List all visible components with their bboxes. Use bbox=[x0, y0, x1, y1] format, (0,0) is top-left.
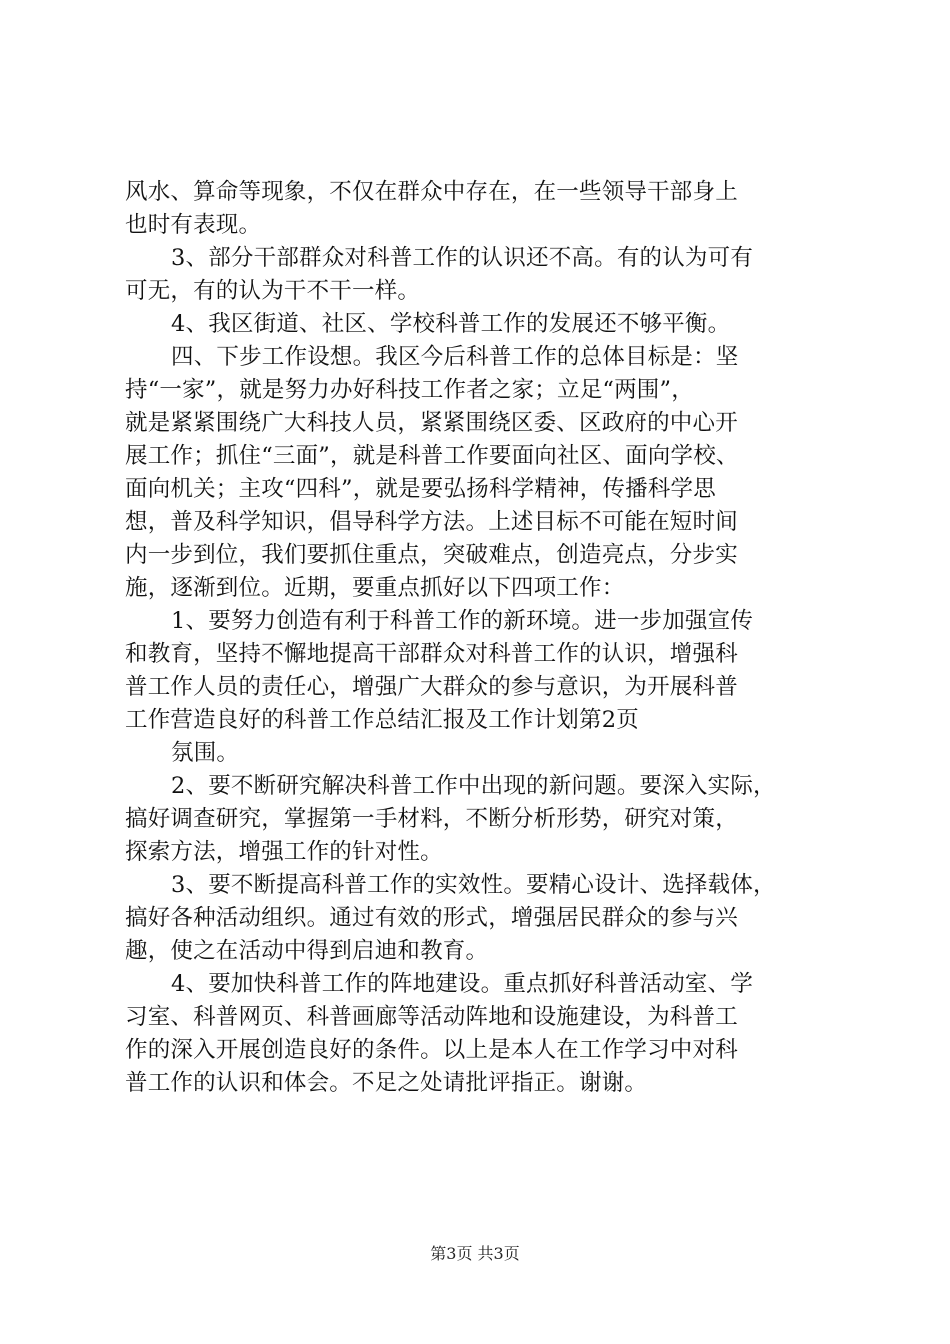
text-line: 1、要努力创造有利于科普工作的新环境。进一步加强宣传 bbox=[171, 608, 754, 634]
text-line: 2、要不断研究解决科普工作中出现的新问题。要深入实际， bbox=[171, 773, 776, 799]
text-line: 和教育，坚持不懈地提高干部群众对科普工作的认识，增强科 bbox=[125, 641, 738, 667]
text-line: 想，普及科学知识，倡导科学方法。上述目标不可能在短时间 bbox=[125, 509, 738, 535]
text-line: 探索方法，增强工作的针对性。 bbox=[125, 839, 443, 865]
text-line: 工作营造良好的科普工作总结汇报及工作计划第2页 bbox=[125, 707, 639, 733]
text-line: 内一步到位，我们要抓住重点，突破难点，创造亮点，分步实 bbox=[125, 542, 738, 568]
section-heading-line: 四、下步工作设想。我区今后科普工作的总体目标是：坚 bbox=[171, 344, 739, 370]
page-footer bbox=[0, 1244, 950, 1264]
text-line: 可无，有的认为干不干一样。 bbox=[125, 278, 421, 304]
text-line: 风水、算命等现象，不仅在群众中存在，在一些领导干部身上 bbox=[125, 179, 738, 205]
text-line: 持“一家”，就是努力办好科技工作者之家；立足“两围”， bbox=[125, 377, 694, 403]
page-number-label: 第3页 共3页 bbox=[430, 1244, 520, 1263]
text-line: 3、要不断提高科普工作的实效性。要精心设计、选择载体， bbox=[171, 872, 776, 898]
text-line: 4、我区街道、社区、学校科普工作的发展还不够平衡。 bbox=[171, 311, 731, 337]
text-line: 3、部分干部群众对科普工作的认识还不高。有的认为可有 bbox=[171, 245, 754, 271]
text-line: 面向机关；主攻“四科”，就是要弘扬科学精神，传播科学思 bbox=[125, 476, 716, 502]
text-line: 氛围。 bbox=[171, 740, 240, 766]
text-line: 就是紧紧围绕广大科技人员，紧紧围绕区委、区政府的中心开 bbox=[125, 410, 738, 436]
text-line: 作的深入开展创造良好的条件。以上是本人在工作学习中对科 bbox=[125, 1037, 738, 1063]
text-line: 搞好各种活动组织。通过有效的形式，增强居民群众的参与兴 bbox=[125, 905, 738, 931]
text-line: 施，逐渐到位。近期，要重点抓好以下四项工作： bbox=[125, 575, 625, 601]
text-line: 习室、科普网页、科普画廊等活动阵地和设施建设，为科普工 bbox=[125, 1004, 738, 1030]
text-line: 趣，使之在活动中得到启迪和教育。 bbox=[125, 938, 489, 964]
text-line: 普工作的认识和体会。不足之处请批评指正。谢谢。 bbox=[125, 1070, 648, 1096]
text-line: 也时有表现。 bbox=[125, 212, 262, 238]
text-line: 搞好调查研究，掌握第一手材料，不断分析形势，研究对策， bbox=[125, 806, 738, 832]
text-line: 4、要加快科普工作的阵地建设。重点抓好科普活动室、学 bbox=[171, 971, 754, 997]
document-body bbox=[125, 176, 840, 1100]
text-line: 展工作；抓住“三面”，就是科普工作要面向社区、面向学校、 bbox=[125, 443, 739, 469]
text-line: 普工作人员的责任心，增强广大群众的参与意识，为开展科普 bbox=[125, 674, 738, 700]
